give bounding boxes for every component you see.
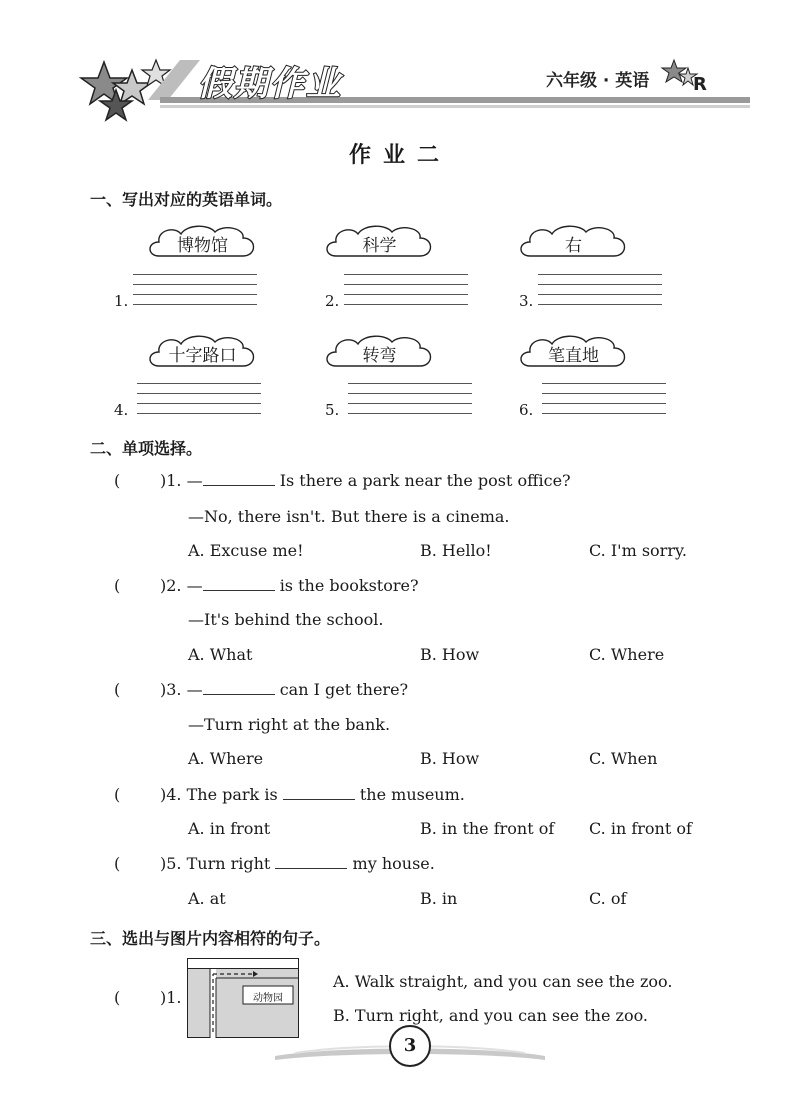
option-q4-a[interactable]: A. in front — [188, 819, 271, 838]
option-q1-c[interactable]: C. I'm sorry. — [589, 541, 687, 560]
write-lines-2[interactable] — [344, 274, 468, 310]
option-q5-a[interactable]: A. at — [188, 889, 226, 908]
option-q2-a[interactable]: A. What — [188, 645, 253, 664]
option-q2-b[interactable]: B. How — [420, 645, 480, 664]
section3-title: 三、选出与图片内容相符的句子。 — [90, 929, 331, 948]
answer-paren-q5[interactable]: ( — [114, 854, 121, 873]
page-number: 3 — [389, 1025, 431, 1067]
page-title: 作业二 — [348, 143, 451, 168]
grade-label: 六年级 · 英语 — [546, 71, 650, 91]
item-number-2: 2. — [325, 292, 340, 310]
item-number-3: 3. — [519, 292, 534, 310]
answer-paren-q3[interactable]: ( — [114, 680, 121, 699]
blank-q3[interactable] — [203, 680, 275, 695]
write-lines-4[interactable] — [137, 383, 261, 419]
option-q1-a[interactable]: A. Excuse me! — [188, 541, 304, 560]
question-2: )2. — is the bookstore? — [160, 576, 419, 595]
reply-q2: —It's behind the school. — [188, 610, 384, 629]
answer-paren-q1[interactable]: ( — [114, 471, 121, 490]
item-number-1: 1. — [114, 292, 129, 310]
option-q3-c[interactable]: C. When — [589, 749, 658, 768]
write-lines-1[interactable] — [133, 274, 257, 310]
question-5: )5. Turn right my house. — [160, 854, 435, 873]
route-map-picture — [187, 958, 299, 1038]
edition-letter: R — [693, 74, 707, 95]
s3-option-a[interactable]: A. Walk straight, and you can see the zoo. — [333, 972, 673, 991]
item-number-5: 5. — [325, 401, 340, 419]
cloud-word-2: 科学 — [322, 222, 437, 264]
reply-q3: —Turn right at the bank. — [188, 715, 391, 734]
answer-paren-q4[interactable]: ( — [114, 785, 121, 804]
section1-title: 一、写出对应的英语单词。 — [90, 190, 283, 209]
header — [0, 0, 800, 130]
s3-question-number: )1. — [160, 988, 182, 1007]
cloud-word-3: 右 — [516, 222, 631, 264]
option-q2-c[interactable]: C. Where — [589, 645, 665, 664]
blank-q4[interactable] — [283, 785, 355, 800]
option-q3-a[interactable]: A. Where — [188, 749, 264, 768]
blank-q5[interactable] — [275, 854, 347, 869]
item-number-4: 4. — [114, 401, 129, 419]
option-q4-b[interactable]: B. in the front of — [420, 819, 555, 838]
cloud-word-6: 笔直地 — [516, 332, 631, 374]
s3-option-b[interactable]: B. Turn right, and you can see the zoo. — [333, 1006, 649, 1025]
option-q3-b[interactable]: B. How — [420, 749, 480, 768]
write-lines-6[interactable] — [542, 383, 666, 419]
answer-paren-q2[interactable]: ( — [114, 576, 121, 595]
option-q4-c[interactable]: C. in front of — [589, 819, 692, 838]
zoo-label: 动物园 — [253, 993, 283, 1004]
question-1: )1. — Is there a park near the post office? — [160, 471, 571, 490]
answer-paren-s3-q1[interactable]: ( — [114, 988, 121, 1007]
header-title: 假期作业 — [198, 64, 342, 104]
question-4: )4. The park is the museum. — [160, 785, 465, 804]
blank-q2[interactable] — [203, 576, 275, 591]
cloud-word-5: 转弯 — [322, 332, 437, 374]
cloud-word-4: 十字路口 — [145, 332, 260, 374]
option-q1-b[interactable]: B. Hello! — [420, 541, 492, 560]
write-lines-3[interactable] — [538, 274, 662, 310]
question-3: )3. — can I get there? — [160, 680, 409, 699]
option-q5-c[interactable]: C. of — [589, 889, 627, 908]
reply-q1: —No, there isn't. But there is a cinema. — [188, 507, 510, 526]
blank-q1[interactable] — [203, 471, 275, 486]
section2-title: 二、单项选择。 — [90, 439, 203, 458]
cloud-word-1: 博物馆 — [145, 222, 260, 264]
write-lines-5[interactable] — [348, 383, 472, 419]
item-number-6: 6. — [519, 401, 534, 419]
option-q5-b[interactable]: B. in — [420, 889, 458, 908]
